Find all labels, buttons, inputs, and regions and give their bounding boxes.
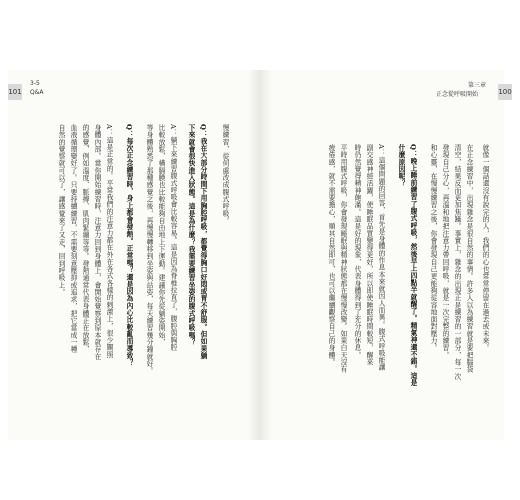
right-question-1: Q：晚上睡前練習了腹式呼吸，然後早上四點半就醒了。精氣神還不錯。這是	[409, 144, 417, 387]
right-answer-col-2: 副交感神經活躍，使睡眠品質變得更好，所以即使睡眠時間較短，醒來	[365, 144, 373, 366]
right-col-5: 和心靈，在慢慢練習之後，你會發現自己更能夠從容地面對壓力。	[429, 144, 437, 352]
left-answer-col-3: 等身體熟悉了那種感覺之後，再慢慢轉移到坐姿與站姿，每天練習幾分鐘就好。	[145, 124, 153, 375]
right-answer-col-5: 疲倦感，就不需要擔心，順其自然即可，也可以繼續觀察自己的身體。	[327, 144, 335, 366]
right-col-4: 發現自己分心，再溫和地把注意力帶回呼吸，就是一次完整的練習。	[441, 144, 449, 359]
left-section-label: 3-5	[30, 80, 40, 87]
left-answer2-col-1: A：這是正常的。平常我們的注意力都在外在各式各樣的刺激上，很少關照	[105, 124, 113, 359]
right-answer-col-1: A：這個問題的回答，首先是身體的作息本來就因人而異。腹式呼吸能讓	[377, 144, 385, 371]
left-question-1: Q：我在大部分時間下用胸腔呼吸，都覺得胸口好悶或胃不舒服。但如果躺	[199, 124, 207, 360]
left-question-1-cont: 下來就會很快進入狀態。這是為什麼？我需要練習坐姿的腹式呼吸嗎？	[187, 124, 195, 346]
right-page-number-tab: 100	[498, 84, 512, 100]
right-col-3: 清空，結果反而更加焦躁。事實上，雜念的出現正是練習的一部分，每一次	[453, 144, 461, 380]
right-running-header: 正念從呼吸開始	[436, 91, 479, 98]
right-answer-col-3: 時仍然覺得精神飽滿。這是好的現象，代表身體得到了充分的休息。	[353, 144, 361, 359]
left-answer2-col-3: 的感覺，例如溫度、脈搏、肌肉緊繃等等。發熱通常代表身體正在放鬆，	[81, 124, 89, 353]
right-question-1-cont: 什麼原因呢？	[397, 144, 405, 187]
right-answer-col-4: 平時用腹式呼吸，你會發現睡眠與精神狀態都在慢慢改變。如果白天沒有	[339, 144, 347, 373]
right-col-2: 在正念練習中，出現雜念是很自然的事情。許多人以為練習就是要把腦袋	[465, 144, 473, 373]
right-col-1: 就像一個話還沒有說完的人，我們的心也常常停留在過去或未來。	[481, 144, 489, 352]
right-chapter-label: 第三章	[468, 82, 487, 89]
left-answer2-col-2: 身體內部。當你開始練習時，注意力回到身體上，會開始覺察到原本就存在	[93, 124, 101, 360]
left-answer-col-2: 比較放鬆，橫膈膜也比較能夠自由地上下運動。建議你先從躺姿開始，	[157, 124, 165, 346]
left-col-1: 慢練習，從何處改成腹式呼吸。	[221, 124, 229, 225]
left-page-number-tab: 101	[8, 84, 22, 100]
left-answer2-col-5: 自然的覺察就可以了，讓感覺來了又走，回到呼吸上。	[57, 124, 65, 296]
book-gutter	[248, 70, 272, 440]
left-running-header: Q&A	[30, 89, 44, 96]
left-answer-col-1: A：躺下來練習腹式呼吸會比較容易。這是因為脊椎拉直了，腹腔與胸腔	[169, 124, 177, 351]
left-answer2-col-4: 血液循環變好了。只要持續練習，不需要刻意壓抑或追求，把它當成一種	[69, 124, 77, 353]
left-question-2: Q：每次正念練習時，身上都會發熱。正常嗎？還是因為內心比較亂而導致？	[125, 124, 133, 367]
